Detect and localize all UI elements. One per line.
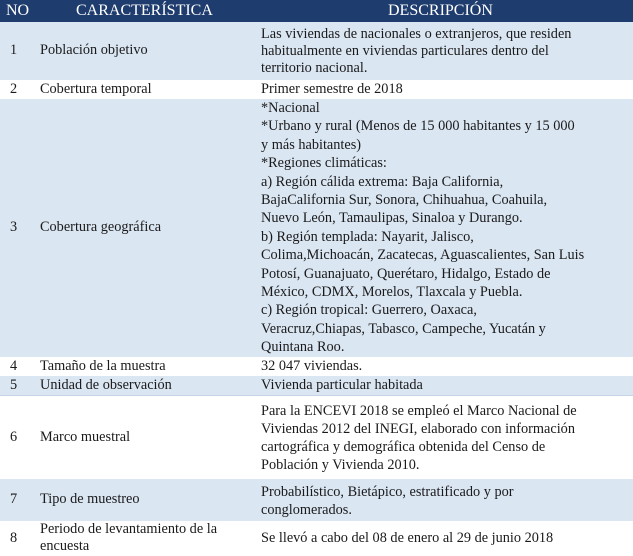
table-row — [0, 479, 633, 521]
header-no: NO — [6, 2, 30, 19]
table-row — [0, 395, 633, 479]
table-row — [0, 376, 633, 395]
table-row — [0, 80, 633, 99]
row-number: 1 — [10, 42, 18, 59]
row-description: Primer semestre de 2018 — [261, 80, 403, 97]
row-number: 3 — [10, 219, 18, 236]
header-caracteristica: CARACTERÍSTICA — [76, 2, 213, 19]
row-number: 4 — [10, 357, 18, 374]
row-description: Se llevó a cabo del 08 de enero al 29 de junio 2018 — [261, 529, 554, 546]
row-characteristic: Unidad de observación — [40, 376, 172, 393]
table-row — [0, 99, 633, 357]
row-number: 5 — [10, 376, 18, 393]
row-description: Vivienda particular habitada — [261, 376, 423, 393]
row-description: Probabilístico, Bietápico, estratificado y por conglomerados. — [261, 484, 514, 518]
header-descripcion: DESCRIPCIÓN — [388, 2, 493, 19]
table-header — [0, 0, 633, 22]
row-characteristic: Periodo de levantamiento de la encuesta — [40, 521, 218, 554]
row-characteristic: Marco muestral — [40, 428, 131, 445]
row-number: 7 — [10, 491, 18, 508]
row-number: 8 — [10, 529, 18, 546]
row-description: *Nacional *Urbano y rural (Menos de 15 000 habitantes y 15 000 y más habitantes) *Regiones climáticas: a) Región cálida extrema: Baja California, BajaCalifornia Sur, Sonora, Chihuahua, Coahuila, Nuevo León, Tamaulipas, Sinaloa y Durango. b) Región templada: Nayarit, Jalisco, Colima,Michoacán, Zacatecas, Aguascalientes, San Luis Potosí, Guanajuato, Querétaro, Hidalgo, Estado de México, CDMX, Morelos, Tlaxcala y Puebla. c) Región tropical: Guerrero, Oaxaca, Veracruz,Chiapas, Tabasco, Campeche, Yucatán y Quintana Roo. — [261, 100, 585, 356]
table-row — [0, 357, 633, 376]
table-row — [0, 22, 633, 80]
row-number: 6 — [10, 428, 18, 445]
row-characteristic: Tamaño de la muestra — [40, 357, 166, 374]
row-characteristic: Cobertura temporal — [40, 80, 152, 97]
row-description: Para la ENCEVI 2018 se empleó el Marco Nacional de Viviendas 2012 del INEGI, elaborado con información cartográfica y demográfica obtenida del Censo de Población y Vivienda 2010. — [261, 403, 577, 473]
row-number: 2 — [10, 80, 18, 97]
row-description: Las viviendas de nacionales o extranjeros, que residen habitualmente en viviendas particulares dentro del territorio nacional. — [261, 26, 572, 77]
row-characteristic: Población objetivo — [40, 42, 148, 59]
row-description: 32 047 viviendas. — [261, 357, 363, 374]
table-row — [0, 521, 633, 556]
row-characteristic: Cobertura geográfica — [40, 219, 162, 236]
row-characteristic: Tipo de muestreo — [40, 491, 140, 508]
